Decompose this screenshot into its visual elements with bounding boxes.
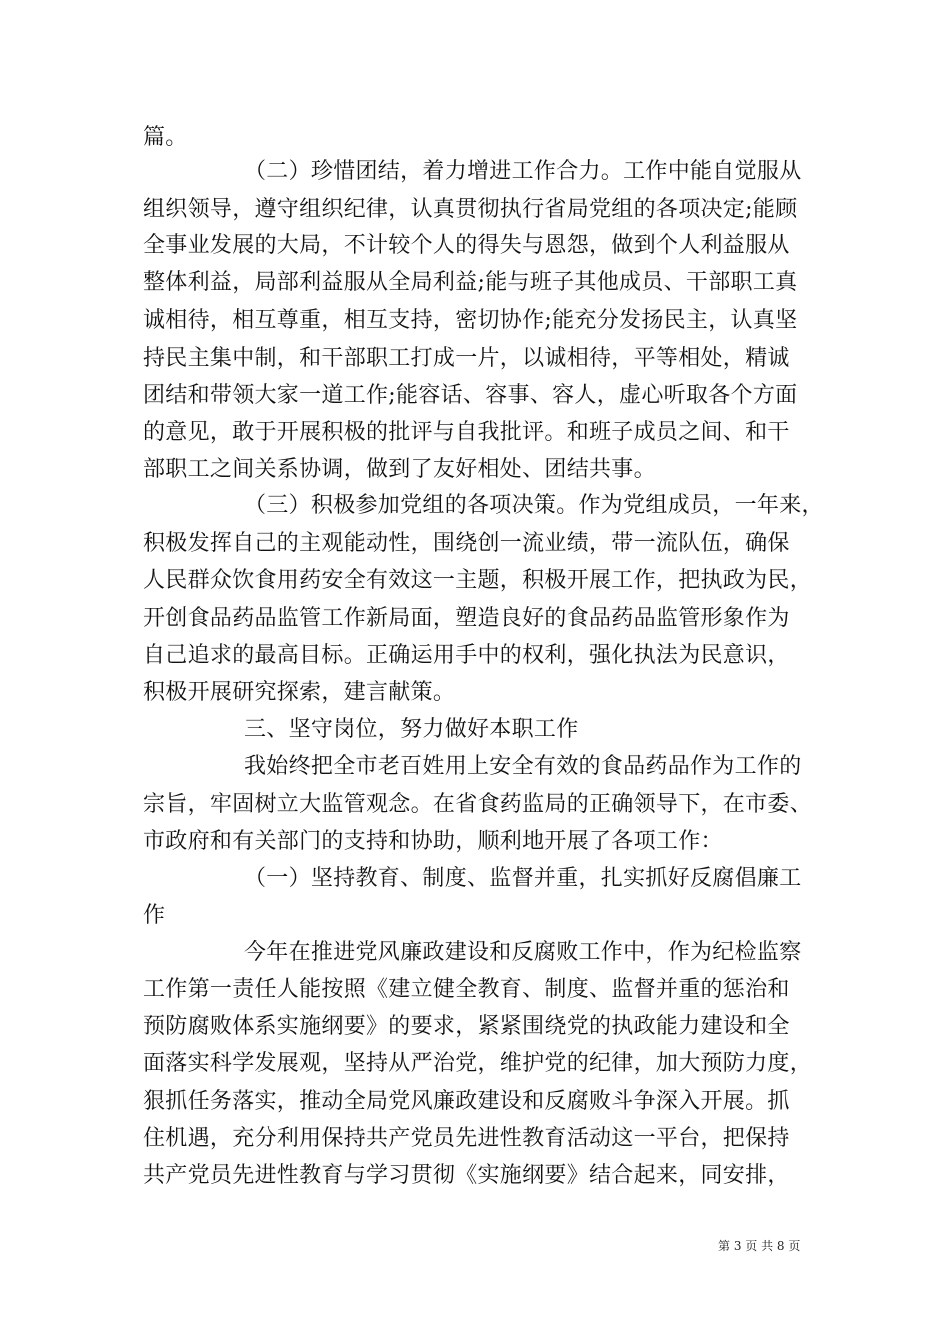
text-line: 宗旨，牢固树立大监管观念。在省食药监局的正确领导下，在市委、 [143, 792, 813, 817]
text-line: 积极开展研究探索，建言献策。 [143, 680, 456, 705]
text-line: 开创食品药品监管工作新局面，塑造良好的食品药品监管形象作为 [143, 606, 790, 631]
text-line: 狠抓任务落实，推动全局党风廉政建设和反腐败斗争深入开展。抓 [143, 1089, 790, 1114]
text-line: 我始终把全市老百姓用上安全有效的食品药品作为工作的 [244, 754, 802, 779]
text-line: 积极发挥自己的主观能动性，围绕创一流业绩，带一流队伍，确保 [143, 531, 790, 556]
text-line: 持民主集中制，和干部职工打成一片，以诚相待，平等相处，精诚 [143, 346, 790, 371]
text-line: 面落实科学发展观，坚持从严治党，维护党的纪律，加大预防力度， [143, 1051, 813, 1076]
text-line: 部职工之间关系协调，做到了友好相处、团结共事。 [143, 457, 656, 482]
text-line: 住机遇，充分利用保持共产党员先进性教育活动这一平台，把保持 [143, 1126, 790, 1151]
page-number: 第 3 页 共 8 页 [718, 1239, 801, 1253]
section-heading: （二）珍惜团结，着力增进工作合力。工作中能自觉服从 [244, 159, 802, 184]
section-heading: （一）坚持教育、制度、监督并重，扎实抓好反腐倡廉工 [244, 866, 802, 891]
text-line: 整体利益，局部利益服从全局利益;能与班子其他成员、干部职工真 [143, 270, 798, 295]
text-line: 全事业发展的大局，不计较个人的得失与恩怨，做到个人利益服从 [143, 233, 790, 258]
text-line: 组织领导，遵守组织纪律，认真贯彻执行省局党组的各项决定;能顾 [143, 197, 798, 222]
text-line: 人民群众饮食用药安全有效这一主题，积极开展工作，把执政为民， [143, 568, 813, 593]
text-line: 预防腐败体系实施纲要》的要求，紧紧围绕党的执政能力建设和全 [143, 1014, 790, 1039]
text-line: 作 [143, 903, 166, 928]
section-heading: 三、坚守岗位，努力做好本职工作 [244, 717, 579, 742]
section-heading: （三）积极参加党组的各项决策。作为党组成员，一年来， [244, 493, 824, 518]
text-line: 市政府和有关部门的支持和协助，顺利地开展了各项工作： [143, 829, 723, 854]
text-line: 团结和带领大家一道工作;能容话、容事、容人，虚心听取各个方面 [143, 383, 798, 408]
text-line: 的意见，敢于开展积极的批评与自我批评。和班子成员之间、和干 [143, 420, 790, 445]
text-line: 工作第一责任人能按照《建立健全教育、制度、监督并重的惩治和 [143, 977, 790, 1002]
text-line: 诚相待，相互尊重，相互支持，密切协作;能充分发扬民主，认真坚 [143, 308, 798, 333]
text-line: 共产党员先进性教育与学习贯彻《实施纲要》结合起来，同安排， [143, 1163, 790, 1188]
text-line: 篇。 [143, 125, 188, 150]
text-line: 自己追求的最高目标。正确运用手中的权利，强化执法为民意识， [143, 643, 790, 668]
text-line: 今年在推进党风廉政建设和反腐败工作中，作为纪检监察 [244, 940, 802, 965]
